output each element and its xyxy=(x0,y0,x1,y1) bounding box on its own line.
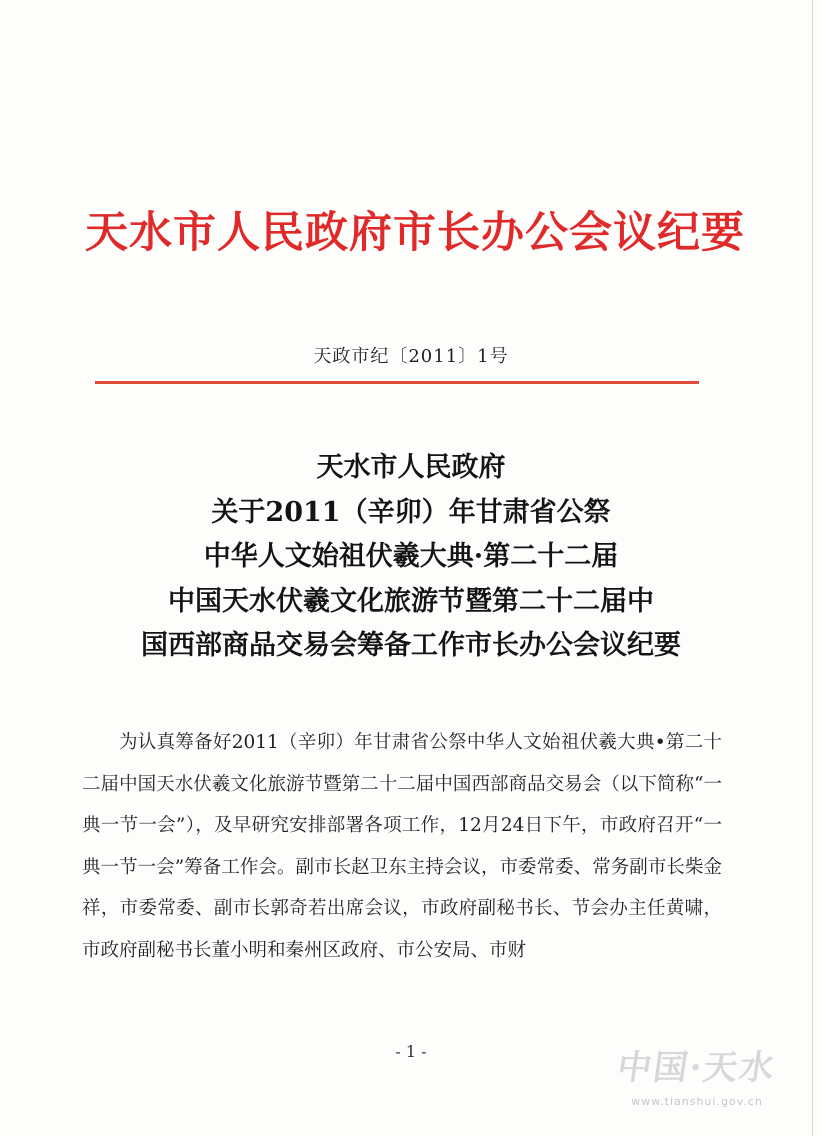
page-number: - 1 - xyxy=(395,1042,427,1061)
red-divider-line xyxy=(95,381,699,384)
document-number: 天政市纪〔2011〕1号 xyxy=(313,346,509,367)
main-title-line: 中华人文始祖伏羲大典·第二十二届 xyxy=(203,541,619,572)
body-text xyxy=(82,722,722,971)
scan-edge-line xyxy=(812,0,813,1136)
main-title xyxy=(40,446,782,669)
body-paragraph: 为认真筹备好2011（辛卯）年甘肃省公祭中华人文始祖伏羲大典•第二十二届中国天水伏羲文化旅游节暨第二十二届中国西部商品交易会（以下简称“一典一节一会”），及早研究安排部署各项工作，12月24日下午，市政府召开“一典一节一会”筹备工作会。副市长赵卫东主持会议，市委常委、常务副市长柴金祥，市委常委、副市长郭奇若出席会议，市政府副秘书长、节会办主任黄啸，市政府副秘书长董小明和秦州区政府、市公安局、市财 xyxy=(82,732,722,961)
watermark-url: www.tianshui.gov.cn xyxy=(631,1095,763,1108)
site-watermark xyxy=(602,1040,792,1108)
watermark-logo: 中国·天水 xyxy=(614,1048,779,1088)
main-title-line: 国西部商品交易会筹备工作市长办公会议纪要 xyxy=(141,630,681,661)
document-header-title: 天水市人民政府市长办公会议纪要 xyxy=(85,208,745,258)
main-title-line: 中国天水伏羲文化旅游节暨第二十二届中 xyxy=(168,585,654,617)
main-title-line: 天水市人民政府 xyxy=(316,452,506,483)
main-title-line: 关于2011（辛卯）年甘肃省公祭 xyxy=(211,496,611,528)
